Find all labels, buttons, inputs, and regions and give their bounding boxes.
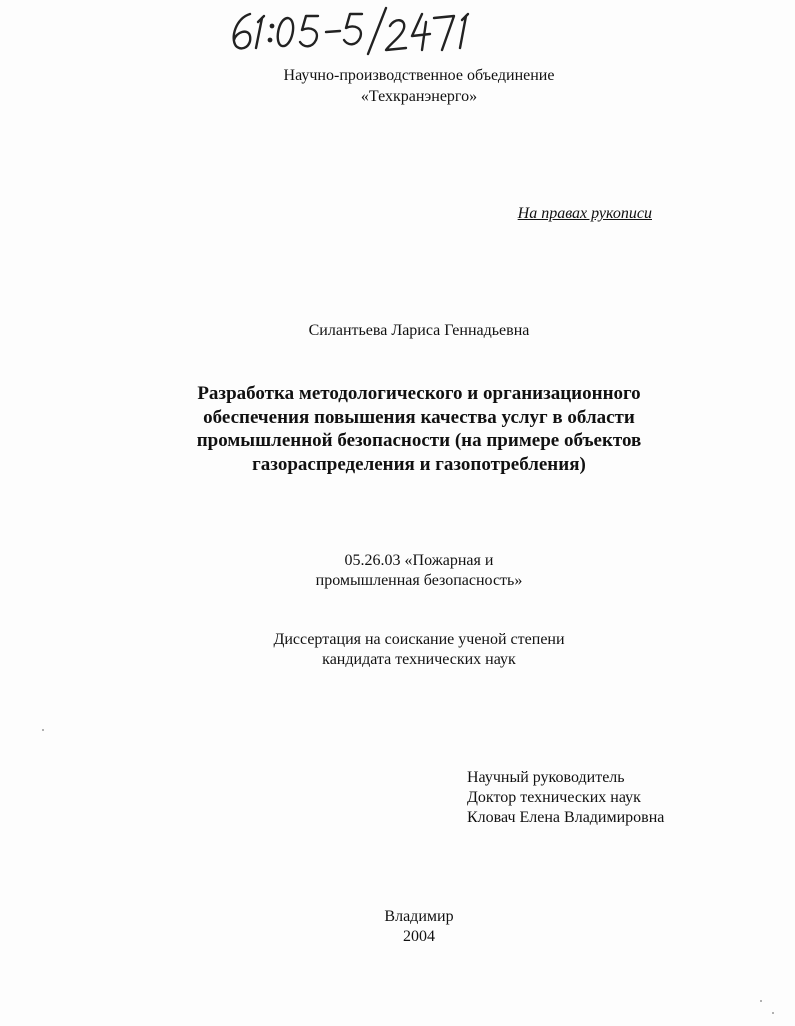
author-name: Силантьева Лариса Геннадьевна <box>308 322 530 339</box>
specialty-block <box>0 551 795 591</box>
degree-line-1: Диссертация на соискание ученой степени <box>273 631 565 648</box>
year: 2004 <box>403 928 435 945</box>
title-line-4: газораспределения и газопотребления) <box>252 453 586 475</box>
scan-speck <box>772 1012 774 1014</box>
title-line-2: обеспечения повышения качества услуг в области <box>203 406 635 428</box>
handwritten-archive-number <box>222 2 482 62</box>
organization-line-1: Научно-производственное объединение <box>283 67 555 84</box>
handwritten-number-drawing <box>222 2 482 62</box>
degree-line-2: кандидата технических наук <box>322 651 516 668</box>
supervisor-role: Научный руководитель <box>467 769 625 786</box>
city: Владимир <box>384 908 454 925</box>
scan-speck <box>760 1000 762 1002</box>
degree-block <box>0 630 795 670</box>
organization-line-2: «Техкранэнерго» <box>360 88 478 105</box>
supervisor-degree: Доктор технических наук <box>467 789 641 806</box>
title-line-3: промышленной безопасности (на примере объектов <box>196 430 642 451</box>
dissertation-title <box>0 382 795 476</box>
supervisor-block <box>467 768 664 828</box>
supervisor-name: Кловач Елена Владимировна <box>467 809 665 826</box>
city-year-block <box>0 907 795 947</box>
manuscript-rights-label: На правах рукописи <box>517 205 652 222</box>
scan-speck <box>42 729 44 731</box>
specialty-line-1: 05.26.03 «Пожарная и <box>344 552 494 569</box>
title-line-1: Разработка методологического и организационного <box>197 383 641 404</box>
specialty-line-2: промышленная безопасность» <box>315 572 523 589</box>
